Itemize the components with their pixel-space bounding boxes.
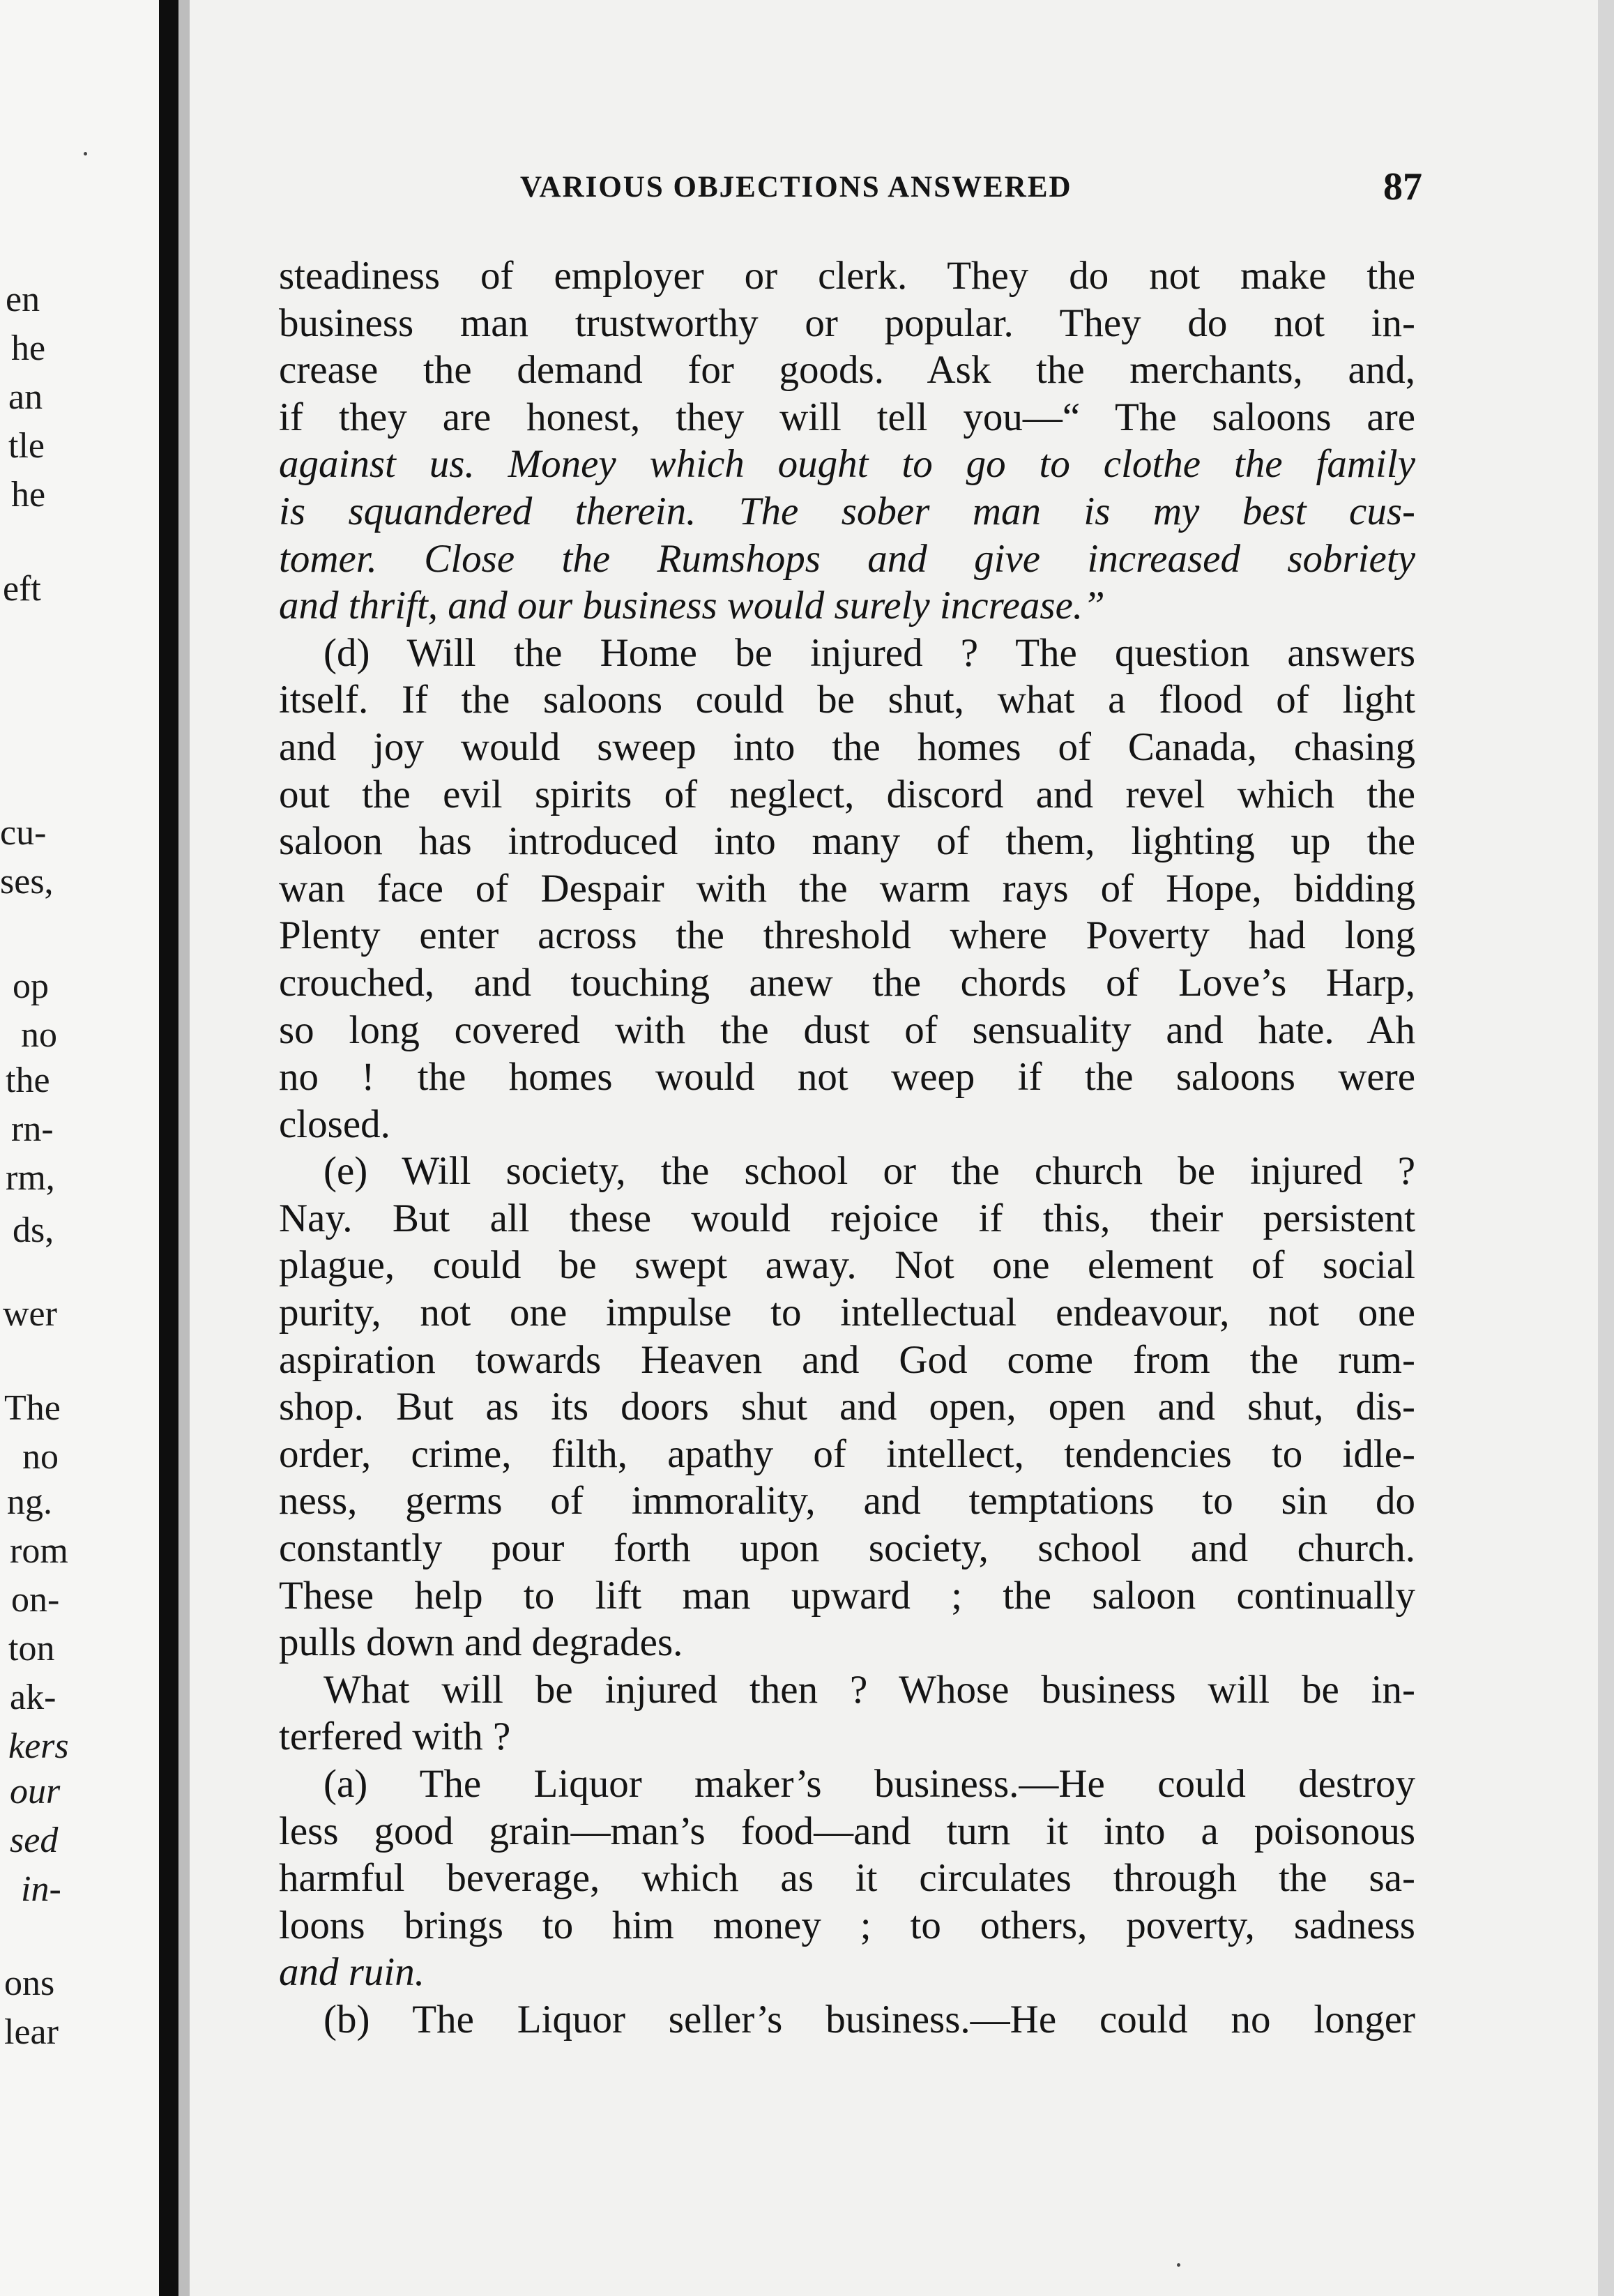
- text-line: tomer. Close the Rumshops and give increased sobriety: [279, 536, 1415, 581]
- text-line: wan face of Despair with the warm rays of Hope, bidding: [279, 866, 1415, 911]
- text-line: itself. If the saloons could be shut, what a flood of light: [279, 678, 1415, 722]
- left-page-line: tle: [8, 426, 45, 466]
- left-page-line: cu-: [0, 813, 47, 853]
- text-line: and thrift, and our business would surely increase.”: [279, 584, 1105, 628]
- gutter-shadow: [178, 0, 190, 2296]
- left-page-line: our: [10, 1772, 61, 1811]
- text-line: harmful beverage, which as it circulates through the sa-: [279, 1856, 1415, 1901]
- text-line: plague, could be swept away. Not one element of social: [279, 1243, 1415, 1288]
- left-page-line: lear: [4, 2012, 59, 2052]
- left-page-line: op: [13, 966, 49, 1006]
- text-line: (e) Will society, the school or the church be injured ?: [323, 1149, 1415, 1194]
- text-line: shop. But as its doors shut and open, open and shut, dis-: [279, 1385, 1415, 1429]
- text-line: ness, germs of immorality, and temptations to sin do: [279, 1479, 1415, 1523]
- left-page-line: on-: [11, 1580, 60, 1620]
- page-header: [516, 165, 1422, 215]
- text-line: order, crime, filth, apathy of intellect, tendencies to idle-: [279, 1431, 1415, 1476]
- left-page-line: ds,: [13, 1210, 54, 1250]
- left-page-line: ak-: [10, 1678, 56, 1717]
- text-line: constantly pour forth upon society, school and church.: [279, 1526, 1415, 1571]
- text-line: against us. Money which ought to go to clothe the family: [279, 442, 1415, 487]
- text-line: and joy would sweep into the homes of Canada, chasing: [279, 724, 1415, 769]
- left-page-line: the: [6, 1060, 50, 1100]
- left-page-line: rn-: [11, 1109, 54, 1149]
- left-page-line: rm,: [6, 1158, 55, 1198]
- text-line: is squandered therein. The sober man is my best cus-: [279, 489, 1415, 533]
- left-page-line: he: [11, 328, 46, 368]
- left-page-line: no: [22, 1437, 59, 1477]
- running-head: VARIOUS OBJECTIONS ANSWERED: [520, 171, 1072, 204]
- left-page-line: ton: [8, 1629, 55, 1668]
- page-edge: [1598, 0, 1614, 2296]
- text-line: no ! the homes would not weep if the saloons were: [279, 1055, 1415, 1100]
- text-line: (d) Will the Home be injured ? The question answers: [323, 630, 1415, 675]
- left-page-line: en: [6, 280, 40, 319]
- left-page-line: an: [8, 377, 43, 417]
- left-page-line: no: [21, 1015, 57, 1055]
- left-page-line: kers: [8, 1726, 69, 1766]
- text-line: business man trustworthy or popular. They do not in-: [279, 301, 1415, 345]
- text-line: (b) The Liquor seller’s business.—He could no longer: [323, 1997, 1415, 2042]
- left-page-line: wer: [3, 1294, 57, 1334]
- left-page-fragment: [0, 0, 159, 2296]
- text-line: What will be injured then ? Whose business will be in-: [323, 1667, 1415, 1712]
- left-page-line: in-: [21, 1869, 61, 1909]
- text-line: out the evil spirits of neglect, discord and revel which the: [279, 772, 1415, 816]
- left-page-line: ons: [4, 1963, 55, 2003]
- left-page-line: ses,: [0, 862, 54, 902]
- text-line: Nay. But all these would rejoice if this, their persistent: [279, 1196, 1415, 1240]
- text-line: crease the demand for goods. Ask the merchants, and,: [279, 348, 1415, 393]
- text-line: aspiration towards Heaven and God come from the rum-: [279, 1337, 1415, 1382]
- left-page-line: rom: [10, 1531, 68, 1571]
- text-line: These help to lift man upward ; the saloon continually: [279, 1573, 1415, 1618]
- text-line: crouched, and touching anew the chords of Love’s Harp,: [279, 960, 1415, 1005]
- text-line: if they are honest, they will tell you—“ The saloons are: [279, 395, 1415, 439]
- left-page-line: sed: [10, 1820, 59, 1860]
- text-line: loons brings to him money ; to others, poverty, sadness: [279, 1903, 1415, 1947]
- left-page-line: eft: [3, 569, 41, 609]
- left-page-line: ng.: [7, 1482, 52, 1522]
- text-line: (a) The Liquor maker’s business.—He could destroy: [323, 1762, 1415, 1806]
- text-line: purity, not one impulse to intellectual endeavour, not one: [279, 1291, 1415, 1335]
- text-line: so long covered with the dust of sensuality and hate. Ah: [279, 1008, 1415, 1052]
- ink-fleck: [1177, 2263, 1180, 2267]
- text-line: pulls down and degrades.: [279, 1620, 683, 1665]
- text-line: less good grain—man’s food—and turn it into a poisonous: [279, 1809, 1415, 1853]
- text-line: closed.: [279, 1102, 390, 1146]
- left-page-line: The: [4, 1388, 61, 1428]
- ink-fleck: [84, 152, 87, 155]
- body-text: [279, 252, 1415, 2044]
- text-line: and ruin.: [279, 1950, 425, 1995]
- text-line: Plenty enter across the threshold where Poverty had long: [279, 913, 1415, 958]
- left-page-line: he: [11, 475, 46, 515]
- page-number: 87: [1383, 165, 1422, 208]
- text-line: terfered with ?: [279, 1715, 511, 1759]
- text-line: steadiness of employer or clerk. They do not make the: [279, 254, 1415, 298]
- text-line: saloon has introduced into many of them, lighting up the: [279, 819, 1415, 864]
